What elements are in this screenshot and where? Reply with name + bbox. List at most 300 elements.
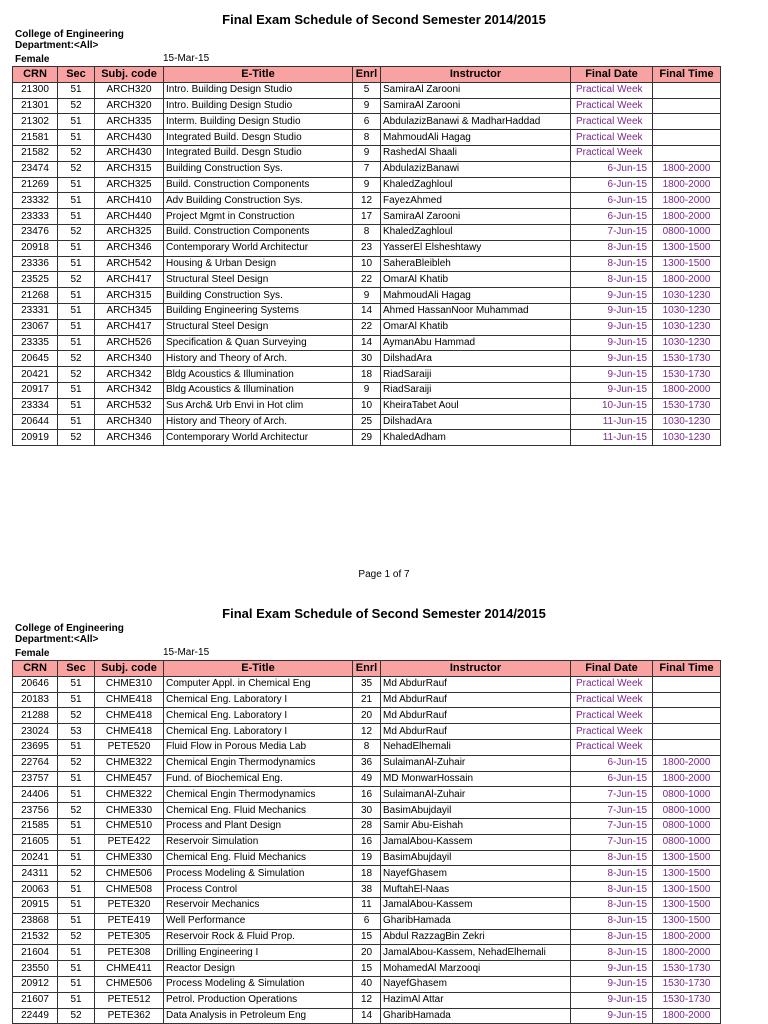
cell-sec: 51 xyxy=(58,945,95,961)
cell-e-title: Well Performance xyxy=(164,913,353,929)
cell-subj-code: ARCH342 xyxy=(95,367,164,383)
cell-e-title: Bldg Acoustics & Illumination xyxy=(164,367,353,383)
cell-crn: 23695 xyxy=(13,739,58,755)
cell-crn: 21302 xyxy=(13,114,58,130)
cell-final-date: 7-Jun-15 xyxy=(571,803,653,819)
table-row xyxy=(13,130,721,146)
cell-final-date: Practical Week xyxy=(571,739,653,755)
cell-instructor: RiadSaraiji xyxy=(381,367,571,383)
cell-crn: 21269 xyxy=(13,177,58,193)
cell-sec: 52 xyxy=(58,866,95,882)
cell-sec: 51 xyxy=(58,114,95,130)
cell-final-date: 6-Jun-15 xyxy=(571,161,653,177)
cell-instructor: DilshadAra xyxy=(381,414,571,430)
cell-subj-code: CHME330 xyxy=(95,803,164,819)
cell-crn: 22764 xyxy=(13,755,58,771)
cell-final-time: 1300-1500 xyxy=(653,913,721,929)
cell-subj-code: ARCH335 xyxy=(95,114,164,130)
cell-enrl: 9 xyxy=(353,382,381,398)
cell-final-date: 6-Jun-15 xyxy=(571,771,653,787)
table-row xyxy=(13,913,721,929)
cell-sec: 51 xyxy=(58,882,95,898)
table-row xyxy=(13,1008,721,1024)
cell-crn: 20646 xyxy=(13,676,58,692)
table-header-row xyxy=(13,661,721,677)
cell-e-title: Integrated Build. Desgn Studio xyxy=(164,145,353,161)
cell-final-time: 1530-1730 xyxy=(653,976,721,992)
cell-e-title: Build. Construction Components xyxy=(164,224,353,240)
column-header-e-title: E-Title xyxy=(164,67,353,83)
cell-instructor: MahmoudAli Hagag xyxy=(381,288,571,304)
column-header-crn: CRN xyxy=(13,67,58,83)
page-title: Final Exam Schedule of Second Semester 2014/2015 xyxy=(222,606,546,621)
cell-e-title: Specification & Quan Surveying xyxy=(164,335,353,351)
cell-enrl: 29 xyxy=(353,430,381,446)
cell-subj-code: ARCH417 xyxy=(95,319,164,335)
cell-instructor: BasimAbujdayil xyxy=(381,850,571,866)
gender-label: Female xyxy=(15,648,50,659)
cell-final-time: 1030-1230 xyxy=(653,303,721,319)
cell-instructor: Ahmed HassanNoor Muhammad xyxy=(381,303,571,319)
column-header-enrl: Enrl xyxy=(353,67,381,83)
cell-instructor: AbdulazizBanawi & MadharHaddad xyxy=(381,114,571,130)
table-row xyxy=(13,708,721,724)
cell-crn: 20183 xyxy=(13,692,58,708)
cell-enrl: 12 xyxy=(353,992,381,1008)
cell-instructor: GharibHamada xyxy=(381,1008,571,1024)
cell-final-date: Practical Week xyxy=(571,130,653,146)
table-row xyxy=(13,367,721,383)
cell-crn: 21268 xyxy=(13,288,58,304)
cell-subj-code: ARCH346 xyxy=(95,430,164,446)
cell-sec: 52 xyxy=(58,351,95,367)
cell-final-time: 0800-1000 xyxy=(653,803,721,819)
cell-final-time: 1800-2000 xyxy=(653,771,721,787)
cell-enrl: 10 xyxy=(353,398,381,414)
cell-instructor: BasimAbujdayil xyxy=(381,803,571,819)
cell-crn: 21604 xyxy=(13,945,58,961)
cell-enrl: 12 xyxy=(353,724,381,740)
table-row xyxy=(13,240,721,256)
cell-final-time xyxy=(653,114,721,130)
cell-e-title: Reservoir Mechanics xyxy=(164,897,353,913)
cell-subj-code: PETE362 xyxy=(95,1008,164,1024)
cell-e-title: Chemical Eng. Fluid Mechanics xyxy=(164,850,353,866)
cell-enrl: 49 xyxy=(353,771,381,787)
cell-final-date: 6-Jun-15 xyxy=(571,177,653,193)
cell-final-time: 0800-1000 xyxy=(653,787,721,803)
cell-enrl: 15 xyxy=(353,929,381,945)
cell-instructor: JamalAbou-Kassem xyxy=(381,897,571,913)
cell-instructor: MD MonwarHossain xyxy=(381,771,571,787)
cell-final-date: 9-Jun-15 xyxy=(571,351,653,367)
cell-final-date: 11-Jun-15 xyxy=(571,430,653,446)
cell-instructor: RashedAl Shaali xyxy=(381,145,571,161)
cell-crn: 23333 xyxy=(13,209,58,225)
table-row xyxy=(13,818,721,834)
cell-sec: 52 xyxy=(58,272,95,288)
cell-instructor: Abdul RazzagBin Zekri xyxy=(381,929,571,945)
cell-sec: 51 xyxy=(58,256,95,272)
cell-final-time: 1530-1730 xyxy=(653,398,721,414)
cell-instructor: AymanAbu Hammad xyxy=(381,335,571,351)
cell-subj-code: CHME411 xyxy=(95,961,164,977)
cell-enrl: 22 xyxy=(353,319,381,335)
cell-e-title: Process Control xyxy=(164,882,353,898)
cell-crn: 23024 xyxy=(13,724,58,740)
cell-instructor: JamalAbou-Kassem, NehadElhemali xyxy=(381,945,571,961)
cell-sec: 52 xyxy=(58,367,95,383)
cell-enrl: 21 xyxy=(353,692,381,708)
cell-subj-code: ARCH320 xyxy=(95,98,164,114)
cell-sec: 51 xyxy=(58,834,95,850)
cell-subj-code: ARCH315 xyxy=(95,161,164,177)
cell-sec: 52 xyxy=(58,929,95,945)
cell-final-time: 1800-2000 xyxy=(653,272,721,288)
table-row xyxy=(13,739,721,755)
cell-crn: 20917 xyxy=(13,382,58,398)
cell-final-date: 8-Jun-15 xyxy=(571,256,653,272)
cell-subj-code: ARCH526 xyxy=(95,335,164,351)
cell-final-time: 1800-2000 xyxy=(653,161,721,177)
cell-instructor: KhaledZaghloul xyxy=(381,224,571,240)
cell-crn: 23756 xyxy=(13,803,58,819)
cell-final-date: 9-Jun-15 xyxy=(571,335,653,351)
cell-enrl: 14 xyxy=(353,335,381,351)
cell-instructor: MohamedAl Marzooqi xyxy=(381,961,571,977)
cell-sec: 51 xyxy=(58,692,95,708)
cell-crn: 21300 xyxy=(13,82,58,98)
cell-enrl: 38 xyxy=(353,882,381,898)
cell-enrl: 11 xyxy=(353,897,381,913)
table-row xyxy=(13,145,721,161)
cell-instructor: HazimAl Attar xyxy=(381,992,571,1008)
table-row xyxy=(13,771,721,787)
cell-subj-code: CHME330 xyxy=(95,850,164,866)
cell-final-date: Practical Week xyxy=(571,724,653,740)
cell-sec: 52 xyxy=(58,98,95,114)
cell-sec: 52 xyxy=(58,161,95,177)
cell-e-title: Structural Steel Design xyxy=(164,272,353,288)
cell-final-date: 7-Jun-15 xyxy=(571,224,653,240)
cell-final-date: 8-Jun-15 xyxy=(571,913,653,929)
cell-e-title: Data Analysis in Petroleum Eng xyxy=(164,1008,353,1024)
cell-final-date: Practical Week xyxy=(571,708,653,724)
cell-final-time: 1800-2000 xyxy=(653,945,721,961)
cell-e-title: Building Engineering Systems xyxy=(164,303,353,319)
cell-final-date: 8-Jun-15 xyxy=(571,866,653,882)
cell-final-time: 1030-1230 xyxy=(653,335,721,351)
table-row xyxy=(13,992,721,1008)
cell-enrl: 10 xyxy=(353,256,381,272)
cell-instructor: NehadElhemali xyxy=(381,739,571,755)
college-name xyxy=(15,623,124,645)
cell-e-title: Process Modeling & Simulation xyxy=(164,976,353,992)
cell-final-time: 1030-1230 xyxy=(653,414,721,430)
cell-e-title: Chemical Engin Thermodynamics xyxy=(164,755,353,771)
cell-e-title: Integrated Build. Desgn Studio xyxy=(164,130,353,146)
cell-final-time: 1800-2000 xyxy=(653,1008,721,1024)
table-row xyxy=(13,882,721,898)
column-header-sec: Sec xyxy=(58,661,95,677)
cell-sec: 51 xyxy=(58,303,95,319)
cell-e-title: Computer Appl. in Chemical Eng xyxy=(164,676,353,692)
cell-subj-code: ARCH430 xyxy=(95,130,164,146)
cell-subj-code: PETE305 xyxy=(95,929,164,945)
cell-instructor: Md AbdurRauf xyxy=(381,724,571,740)
cell-crn: 21301 xyxy=(13,98,58,114)
table-row xyxy=(13,803,721,819)
cell-enrl: 6 xyxy=(353,114,381,130)
table-row xyxy=(13,961,721,977)
cell-e-title: Intro. Building Design Studio xyxy=(164,82,353,98)
cell-e-title: Fluid Flow in Porous Media Lab xyxy=(164,739,353,755)
cell-crn: 23335 xyxy=(13,335,58,351)
cell-enrl: 23 xyxy=(353,240,381,256)
cell-final-date: 8-Jun-15 xyxy=(571,272,653,288)
college-label: College of Engineering xyxy=(15,623,124,634)
table-row xyxy=(13,430,721,446)
cell-subj-code: CHME418 xyxy=(95,708,164,724)
cell-final-date: 7-Jun-15 xyxy=(571,834,653,850)
cell-sec: 52 xyxy=(58,708,95,724)
cell-crn: 23474 xyxy=(13,161,58,177)
cell-e-title: Project Mgmt in Construction xyxy=(164,209,353,225)
cell-enrl: 18 xyxy=(353,866,381,882)
cell-enrl: 8 xyxy=(353,739,381,755)
department-label: Department:<All> xyxy=(15,634,99,645)
cell-final-date: Practical Week xyxy=(571,114,653,130)
cell-final-time: 1530-1730 xyxy=(653,351,721,367)
report-date: 15-Mar-15 xyxy=(163,647,210,658)
cell-subj-code: CHME508 xyxy=(95,882,164,898)
cell-instructor: Md AbdurRauf xyxy=(381,676,571,692)
cell-enrl: 28 xyxy=(353,818,381,834)
cell-sec: 51 xyxy=(58,818,95,834)
cell-crn: 21532 xyxy=(13,929,58,945)
table-row xyxy=(13,177,721,193)
cell-final-date: 9-Jun-15 xyxy=(571,992,653,1008)
column-header-subj-code: Subj. code xyxy=(95,661,164,677)
table-row xyxy=(13,319,721,335)
cell-subj-code: ARCH345 xyxy=(95,303,164,319)
page-title: Final Exam Schedule of Second Semester 2014/2015 xyxy=(222,12,546,27)
cell-final-time: 1530-1730 xyxy=(653,961,721,977)
cell-final-date: 10-Jun-15 xyxy=(571,398,653,414)
cell-final-time xyxy=(653,145,721,161)
page-number: Page 1 of 7 xyxy=(358,569,410,580)
cell-enrl: 20 xyxy=(353,708,381,724)
column-header-final-date: Final Date xyxy=(571,67,653,83)
cell-e-title: Chemical Eng. Laboratory I xyxy=(164,708,353,724)
cell-final-time: 1800-2000 xyxy=(653,382,721,398)
cell-final-date: 8-Jun-15 xyxy=(571,240,653,256)
cell-final-time: 1530-1730 xyxy=(653,992,721,1008)
cell-crn: 21582 xyxy=(13,145,58,161)
cell-subj-code: PETE512 xyxy=(95,992,164,1008)
cell-enrl: 30 xyxy=(353,351,381,367)
cell-instructor: DilshadAra xyxy=(381,351,571,367)
cell-final-time: 1030-1230 xyxy=(653,288,721,304)
cell-sec: 51 xyxy=(58,209,95,225)
cell-final-date: Practical Week xyxy=(571,692,653,708)
cell-final-time: 1800-2000 xyxy=(653,177,721,193)
cell-sec: 51 xyxy=(58,771,95,787)
cell-sec: 52 xyxy=(58,1008,95,1024)
cell-final-date: 6-Jun-15 xyxy=(571,209,653,225)
cell-crn: 23868 xyxy=(13,913,58,929)
cell-instructor: FayezAhmed xyxy=(381,193,571,209)
table-header-row xyxy=(13,67,721,83)
cell-final-date: Practical Week xyxy=(571,676,653,692)
cell-sec: 51 xyxy=(58,850,95,866)
cell-e-title: Chemical Eng. Laboratory I xyxy=(164,724,353,740)
table-row xyxy=(13,335,721,351)
cell-subj-code: PETE308 xyxy=(95,945,164,961)
cell-enrl: 18 xyxy=(353,367,381,383)
cell-crn: 20063 xyxy=(13,882,58,898)
cell-sec: 52 xyxy=(58,755,95,771)
cell-sec: 51 xyxy=(58,177,95,193)
cell-final-date: 6-Jun-15 xyxy=(571,755,653,771)
cell-final-date: 11-Jun-15 xyxy=(571,414,653,430)
cell-subj-code: ARCH430 xyxy=(95,145,164,161)
cell-final-date: 9-Jun-15 xyxy=(571,303,653,319)
cell-final-time: 1030-1230 xyxy=(653,430,721,446)
cell-instructor: SaheraBleibleh xyxy=(381,256,571,272)
cell-final-date: 7-Jun-15 xyxy=(571,818,653,834)
cell-crn: 23334 xyxy=(13,398,58,414)
cell-subj-code: PETE320 xyxy=(95,897,164,913)
cell-enrl: 12 xyxy=(353,193,381,209)
cell-enrl: 15 xyxy=(353,961,381,977)
cell-e-title: Building Construction Sys. xyxy=(164,161,353,177)
cell-instructor: Samir Abu-Eishah xyxy=(381,818,571,834)
cell-final-date: 7-Jun-15 xyxy=(571,787,653,803)
cell-final-time: 1300-1500 xyxy=(653,866,721,882)
table-row xyxy=(13,98,721,114)
cell-final-time: 1300-1500 xyxy=(653,850,721,866)
cell-final-time: 1800-2000 xyxy=(653,929,721,945)
cell-final-date: Practical Week xyxy=(571,98,653,114)
cell-e-title: Process and Plant Design xyxy=(164,818,353,834)
cell-subj-code: ARCH532 xyxy=(95,398,164,414)
cell-sec: 52 xyxy=(58,803,95,819)
cell-instructor: KheiraTabet Aoul xyxy=(381,398,571,414)
cell-enrl: 35 xyxy=(353,676,381,692)
table-row xyxy=(13,382,721,398)
cell-final-time: 1300-1500 xyxy=(653,882,721,898)
cell-crn: 21607 xyxy=(13,992,58,1008)
cell-e-title: Building Construction Sys. xyxy=(164,288,353,304)
cell-subj-code: CHME510 xyxy=(95,818,164,834)
cell-e-title: Structural Steel Design xyxy=(164,319,353,335)
cell-subj-code: ARCH342 xyxy=(95,382,164,398)
cell-final-time: 1800-2000 xyxy=(653,209,721,225)
cell-crn: 23476 xyxy=(13,224,58,240)
cell-enrl: 9 xyxy=(353,288,381,304)
cell-instructor: RiadSaraiji xyxy=(381,382,571,398)
cell-enrl: 14 xyxy=(353,303,381,319)
cell-sec: 51 xyxy=(58,787,95,803)
column-header-instructor: Instructor xyxy=(381,661,571,677)
cell-crn: 23336 xyxy=(13,256,58,272)
cell-sec: 53 xyxy=(58,724,95,740)
cell-instructor: Md AbdurRauf xyxy=(381,692,571,708)
cell-crn: 24406 xyxy=(13,787,58,803)
cell-sec: 51 xyxy=(58,288,95,304)
cell-instructor: MuftahEl-Naas xyxy=(381,882,571,898)
cell-subj-code: CHME322 xyxy=(95,755,164,771)
cell-sec: 51 xyxy=(58,382,95,398)
cell-crn: 20919 xyxy=(13,430,58,446)
cell-e-title: Chemical Eng. Fluid Mechanics xyxy=(164,803,353,819)
cell-subj-code: ARCH340 xyxy=(95,351,164,367)
cell-enrl: 8 xyxy=(353,130,381,146)
cell-subj-code: CHME418 xyxy=(95,692,164,708)
cell-e-title: Intro. Building Design Studio xyxy=(164,98,353,114)
cell-crn: 20645 xyxy=(13,351,58,367)
table-row xyxy=(13,193,721,209)
cell-final-date: 9-Jun-15 xyxy=(571,976,653,992)
cell-final-time xyxy=(653,739,721,755)
table-row xyxy=(13,351,721,367)
schedule-table-page-1 xyxy=(12,66,721,446)
cell-subj-code: CHME322 xyxy=(95,787,164,803)
cell-final-time: 0800-1000 xyxy=(653,224,721,240)
cell-e-title: Reservoir Rock & Fluid Prop. xyxy=(164,929,353,945)
cell-sec: 51 xyxy=(58,961,95,977)
cell-subj-code: PETE422 xyxy=(95,834,164,850)
cell-crn: 23525 xyxy=(13,272,58,288)
cell-crn: 24311 xyxy=(13,866,58,882)
cell-instructor: MahmoudAli Hagag xyxy=(381,130,571,146)
schedule-table-page-2 xyxy=(12,660,721,1024)
cell-enrl: 9 xyxy=(353,145,381,161)
cell-subj-code: PETE419 xyxy=(95,913,164,929)
table-row xyxy=(13,929,721,945)
cell-e-title: Build. Construction Components xyxy=(164,177,353,193)
cell-enrl: 36 xyxy=(353,755,381,771)
table-row xyxy=(13,676,721,692)
cell-sec: 51 xyxy=(58,414,95,430)
table-row xyxy=(13,787,721,803)
column-header-e-title: E-Title xyxy=(164,661,353,677)
cell-instructor: GharibHamada xyxy=(381,913,571,929)
cell-crn: 23067 xyxy=(13,319,58,335)
cell-final-time xyxy=(653,724,721,740)
cell-crn: 23331 xyxy=(13,303,58,319)
column-header-final-time: Final Time xyxy=(653,67,721,83)
department-label: Department:<All> xyxy=(15,40,99,51)
cell-final-time: 1300-1500 xyxy=(653,256,721,272)
table-row xyxy=(13,866,721,882)
cell-instructor: SamiraAl Zarooni xyxy=(381,209,571,225)
cell-crn: 23757 xyxy=(13,771,58,787)
cell-subj-code: ARCH542 xyxy=(95,256,164,272)
cell-instructor: SamiraAl Zarooni xyxy=(381,98,571,114)
table-row xyxy=(13,692,721,708)
cell-enrl: 6 xyxy=(353,913,381,929)
cell-crn: 20644 xyxy=(13,414,58,430)
cell-enrl: 30 xyxy=(353,803,381,819)
cell-enrl: 25 xyxy=(353,414,381,430)
table-row xyxy=(13,755,721,771)
cell-final-date: 8-Jun-15 xyxy=(571,882,653,898)
table-row xyxy=(13,209,721,225)
cell-final-date: 9-Jun-15 xyxy=(571,288,653,304)
cell-sec: 51 xyxy=(58,130,95,146)
